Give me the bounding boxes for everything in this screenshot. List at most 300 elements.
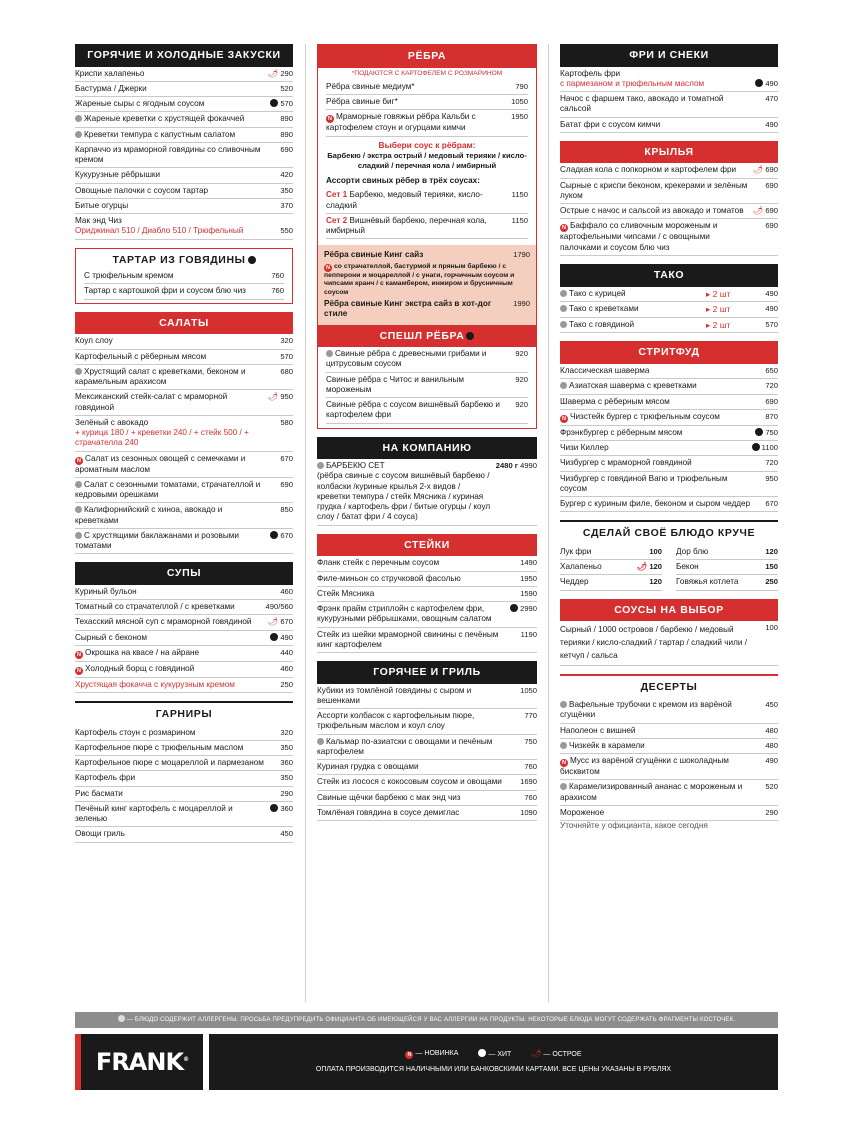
item-price: 920 <box>515 400 528 410</box>
item-price: 920 <box>515 349 528 359</box>
item-price: 750 <box>765 427 778 437</box>
set-item <box>326 214 528 240</box>
item-price: 690 <box>765 180 778 190</box>
menu-item <box>560 67 778 93</box>
allergen-icon <box>317 462 324 469</box>
menu-item <box>75 168 293 183</box>
item-price: 490 <box>765 288 778 298</box>
item-name: Чизбургер с говядиной Вагю и трюфельным соусом <box>560 473 728 493</box>
menu-item <box>560 287 778 303</box>
allergen-icon <box>118 1015 125 1022</box>
menu-item <box>75 631 293 646</box>
menu-item <box>560 739 778 754</box>
column-divider <box>548 44 549 1002</box>
item-price: 1190 <box>520 629 537 639</box>
item-name: Сырный / 1000 островов / барбекю / медовый терияки / кисло-сладкий / тартар / сладкий чили / кетчуп / сальса <box>560 625 748 661</box>
menu-item <box>326 80 528 95</box>
menu-item <box>317 684 537 710</box>
item-name: Свиные рёбра с древесными грибами и цитрусовым соусом <box>326 349 487 369</box>
item-options: + курица 180 / + креветки 240 / + стейк 500 / + страчателла 240 <box>75 428 249 448</box>
allergen-icon <box>75 368 82 375</box>
new-icon: N <box>560 415 568 423</box>
menu-column-2 <box>317 44 537 829</box>
item-price: 4990 <box>520 461 537 471</box>
menu-item <box>75 756 293 771</box>
item-price: 650 <box>765 366 778 375</box>
menu-item <box>84 284 284 299</box>
menu-item <box>560 806 778 821</box>
item-price: 370 <box>280 200 293 210</box>
menu-item <box>75 726 293 741</box>
item-name: Овощи гриль <box>75 829 125 839</box>
new-icon: N <box>324 264 332 272</box>
chili-icon: 🌶 <box>268 68 279 78</box>
section-title: СПЕШЛ РЁБРА <box>318 325 536 348</box>
item-name: Баффало со сливочным мороженым и картофельными чипсами / с овощными палочками и соусом блю чиз <box>560 221 718 252</box>
item-price: 480 <box>765 725 778 735</box>
item-name: Рёбра свиные Кинг экстра сайз в хот-дог стиле <box>324 299 492 319</box>
new-icon: N <box>560 759 568 767</box>
item-name: Картофельный с рёберным мясом <box>75 351 207 361</box>
section-title: ТАРТАР ИЗ ГОВЯДИНЫ <box>84 252 284 270</box>
menu-column-1 <box>75 44 293 851</box>
item-name: Халапеньо <box>560 562 602 572</box>
item-price: 570 <box>765 319 778 329</box>
item-price: 1590 <box>520 588 537 598</box>
allergen-icon <box>75 506 82 513</box>
menu-item <box>75 787 293 802</box>
item-price: 460 <box>280 663 293 673</box>
menu-item <box>676 560 778 575</box>
item-name: Наполеон с вишней <box>560 725 636 735</box>
item-name: Бургер с куриным филе, беконом и сыром чеддер <box>560 499 751 508</box>
item-price: 490 <box>765 304 778 314</box>
chili-icon: 🌶 <box>268 617 279 627</box>
menu-item <box>324 297 530 322</box>
allergen-icon <box>75 532 82 539</box>
set-label: Сет 2 <box>326 215 348 225</box>
item-price: 790 <box>515 81 528 91</box>
item-price: 1950 <box>511 112 528 122</box>
menu-item <box>560 621 778 665</box>
item-name: Хрустящий салат с креветками, беконом и карамельным арахисом <box>75 366 246 387</box>
item-price: 1100 <box>761 443 778 452</box>
allergen-icon <box>560 305 567 312</box>
hit-icon <box>466 332 474 340</box>
item-price: 770 <box>524 711 537 721</box>
item-name: Мак энд Чиз <box>75 216 122 226</box>
item-name: Зелёный с авокадо <box>75 417 149 427</box>
menu-item <box>560 163 778 178</box>
menu-item <box>317 572 537 587</box>
item-name: Картофельное пюре с трюфельным маслом <box>75 742 244 752</box>
menu-item <box>75 416 293 452</box>
item-price: 680 <box>280 366 293 376</box>
item-price: 100 <box>765 623 778 633</box>
hit-icon <box>270 99 278 107</box>
item-price: 2990 <box>520 604 537 614</box>
item-name: Фрэнк прайм стриплойн с картофелем фри, кукурузными рёбрышками, овощным салатом <box>317 604 492 624</box>
item-price: 480 <box>765 740 778 750</box>
frank-logo: FRANK® <box>95 1048 189 1076</box>
item-name: Тартар с картошкой фри и соусом блю чиз <box>84 286 246 296</box>
item-price: 1150 <box>511 215 528 225</box>
menu-item <box>560 472 778 498</box>
item-price: 120 <box>765 546 778 556</box>
section-fries <box>560 44 778 133</box>
menu-item <box>317 628 537 654</box>
section-title: СУПЫ <box>75 562 293 585</box>
menu-item <box>75 678 293 693</box>
item-price: 360 <box>280 803 293 813</box>
item-price: 1050 <box>511 97 528 107</box>
menu-item <box>560 456 778 471</box>
item-name: Острые с начос и сальсой из авокадо и томатов <box>560 206 744 216</box>
section-title: ФРИ И СНЕКИ <box>560 44 778 67</box>
menu-item <box>560 204 778 219</box>
item-price: 450 <box>280 829 293 839</box>
legend-hit: — ХИТ <box>476 1049 511 1060</box>
set-label: Сет 1 <box>326 190 348 200</box>
sauce-title: Выбери соус к рёбрам: <box>378 139 476 150</box>
menu-item <box>75 646 293 662</box>
new-icon: N <box>560 224 568 232</box>
item-name: Дор блю <box>676 546 709 556</box>
item-price: 1490 <box>520 558 537 568</box>
section-title: ТАКО <box>560 264 778 287</box>
menu-item <box>317 735 537 761</box>
item-name: Томлёная говядина в соусе демиглас <box>317 807 460 817</box>
item-name: Кубики из томлёной говядины с сыром и вешенками <box>317 685 472 705</box>
item-price: 350 <box>280 773 293 783</box>
footer <box>75 1034 778 1090</box>
menu-item <box>560 92 778 118</box>
item-name: Мороженое <box>560 807 605 817</box>
item-name: Овощные палочки с соусом тартар <box>75 185 209 195</box>
item-price: 490/560 <box>265 602 293 612</box>
item-name: Печёный кинг картофель с моцареллой и зеленью <box>75 803 233 824</box>
legend-hot: 🌶 — ОСТРОЕ <box>531 1049 582 1059</box>
item-name: Техасский мясной суп с мраморной говядиной <box>75 617 252 627</box>
menu-item <box>326 373 528 399</box>
item-name: Азиатская шаверма с креветками <box>569 381 697 391</box>
new-icon: N <box>75 667 83 675</box>
menu-item <box>75 662 293 678</box>
dessert-note: Уточняйте у официанта, какое сегодня <box>560 821 708 831</box>
new-icon: N <box>75 457 83 465</box>
menu-item <box>75 365 293 391</box>
item-name: Вафельные трубочки с кремом из варёной сгущёнки <box>560 700 732 720</box>
section-salads <box>75 312 293 555</box>
allergen-icon <box>560 321 567 328</box>
chili-icon: 🌶 <box>531 1049 542 1059</box>
hit-icon <box>270 531 278 539</box>
item-name: Картофельное пюре с моцареллой и пармезаном <box>75 758 264 768</box>
section-grill <box>317 661 537 821</box>
item-price: 690 <box>765 206 778 216</box>
item-name: Мраморные говяжьи рёбра Кальби с картофелем стоун и огурцами кимчи <box>326 112 476 133</box>
allergen-icon <box>560 701 567 708</box>
sauce-options: Барбекю / экстра острый / медовый терияки / кисло-сладкий / перечная кола / имбирный <box>327 151 527 170</box>
item-name: С хрустящими баклажанами и розовыми томатами <box>75 530 239 551</box>
menu-item <box>317 709 537 735</box>
item-price: 1990 <box>513 299 530 308</box>
menu-item <box>75 184 293 199</box>
item-name: Бастурма / Джерки <box>75 83 147 93</box>
menu-item <box>75 529 293 555</box>
menu-item <box>560 724 778 739</box>
item-price: 250 <box>765 577 778 587</box>
section-title: СТЕЙКИ <box>317 534 537 557</box>
menu-item <box>326 95 528 110</box>
section-tartar <box>75 248 293 304</box>
menu-item <box>676 575 778 590</box>
item-name: Свиные рёбра с Читос и ванильным мороженым <box>326 374 465 394</box>
item-name: Мусс из варёной сгущёнки с шоколадным бисквитом <box>560 756 729 777</box>
item-name: Чизи Киллер <box>560 443 609 452</box>
item-name: Рёбра свиные медиум* <box>326 81 415 91</box>
menu-item <box>84 269 284 284</box>
item-name: Картофель стоун с розмарином <box>75 727 196 737</box>
menu-item <box>75 143 293 169</box>
new-icon: N <box>75 651 83 659</box>
item-price: 760 <box>524 792 537 802</box>
item-price: 490 <box>765 78 778 88</box>
item-name: Свиные щёчки барбекю с мак энд чиз <box>317 792 461 802</box>
item-price: 250 <box>280 679 293 689</box>
item-name: Ассорти колбасок с картофельным пюре, трюфельным маслом и коул слоу <box>317 711 475 731</box>
section-wings <box>560 141 778 256</box>
item-name: Филе-миньон со стручковой фасолью <box>317 573 461 583</box>
hit-icon <box>755 79 763 87</box>
item-name: Свиные рёбра с соусом вишнёвый барбекю и картофелем фри <box>326 400 500 420</box>
item-price: 1090 <box>520 807 537 817</box>
item-price: 950 <box>280 392 293 402</box>
item-description: (рёбра свиные с соусом вишнёвый барбекю / колбаски /куриные крылья 2-х видов / креветки темпура / стейк Мясника / куриная грудка / картофель фри / битые огурцы / коул слоу / батат фри / 4 соуса) <box>317 471 491 522</box>
item-price: 890 <box>280 129 293 139</box>
section-title: СОУСЫ НА ВЫБОР <box>560 599 778 622</box>
item-options: Ориджинал 510 / Диабло 510 / Трюфельный <box>75 226 244 236</box>
menu-item <box>75 334 293 349</box>
item-price: 950 <box>765 473 778 483</box>
menu-item <box>560 780 778 806</box>
item-name: Куриный бульон <box>75 586 137 596</box>
chili-icon: 🌶 <box>753 206 764 216</box>
hit-icon <box>248 256 256 264</box>
item-name: Кукурузные рёбрышки <box>75 170 161 180</box>
section-title: ДЕСЕРТЫ <box>560 674 778 699</box>
ribs-note: *ПОДАЮТСЯ С КАРТОФЕЛЕМ С РОЗМАРИНОМ <box>351 69 503 77</box>
item-price: 760 <box>271 271 284 281</box>
allergen-icon <box>75 115 82 122</box>
item-name: Карамелизированный ананас с мороженым и арахисом <box>560 782 743 802</box>
menu-item <box>75 350 293 365</box>
menu-item <box>317 459 537 526</box>
item-price: 450 <box>765 700 778 710</box>
menu-item <box>560 560 662 575</box>
king-options: N со страчателлой, бастурмой и пряным барбекю / с пепперони и моцареллой / с унаги, горчичным соусом и чипсами кранч / с камамбером, инжиром и брусничным соусом <box>324 262 515 296</box>
menu-item <box>560 395 778 410</box>
menu-item <box>75 82 293 97</box>
item-name: Стейк Мясника <box>317 588 375 598</box>
item-name: Стейк из шейки мраморной свинины с печёным кинг картофелем <box>317 629 499 649</box>
menu-item <box>324 248 530 262</box>
menu-item <box>326 110 528 136</box>
assorti-title: Ассорти свиных рёбер в трёх соусах: <box>326 176 480 186</box>
item-price: 760 <box>271 286 284 296</box>
menu-item <box>676 545 778 560</box>
item-price: 290 <box>280 68 293 78</box>
menu-item <box>560 364 778 379</box>
new-icon: N <box>405 1051 413 1059</box>
item-name: Рёбра свиные Кинг сайз <box>324 250 424 260</box>
item-name: Окрошка на квасе / на айране <box>85 647 200 657</box>
item-price: 100 <box>649 546 662 556</box>
section-ribs <box>317 44 537 429</box>
item-name: Вишнёвый барбекю, перечная кола, имбирный <box>326 215 487 236</box>
allergen-icon <box>560 290 567 297</box>
item-name: Мексиканский стейк-салат с мраморной говядиной <box>75 392 228 412</box>
new-icon: N <box>326 115 334 123</box>
item-name: Криспи халапеньо <box>75 68 145 78</box>
menu-item <box>75 199 293 214</box>
item-price: 750 <box>524 736 537 746</box>
chili-icon: 🌶 <box>268 392 279 402</box>
item-price: 470 <box>765 94 778 104</box>
item-price: 690 <box>280 144 293 154</box>
item-price: 290 <box>765 807 778 817</box>
item-name: Картофель фри <box>560 68 621 78</box>
item-name: Калифорнийский с хиноа, авокадо и креветками <box>75 505 223 525</box>
item-price: 920 <box>515 374 528 384</box>
hit-icon <box>478 1049 486 1057</box>
item-name: Холодный борщ с говядиной <box>85 663 195 673</box>
allergen-icon <box>75 131 82 138</box>
allergen-icon <box>560 742 567 749</box>
menu-item <box>75 771 293 786</box>
menu-item <box>75 585 293 600</box>
item-name: С трюфельным кремом <box>84 271 174 281</box>
item-name: Батат фри с соусом кимчи <box>560 119 661 129</box>
menu-item <box>317 760 537 775</box>
item-name: Лук фри <box>560 546 592 556</box>
item-price: 460 <box>280 586 293 596</box>
item-name: Говяжья котлета <box>676 577 739 587</box>
menu-item <box>75 478 293 504</box>
menu-item <box>560 698 778 724</box>
item-name: Хрустящая фокачча с кукурузным кремом <box>75 679 235 689</box>
item-price: 520 <box>280 83 293 93</box>
hit-icon <box>270 804 278 812</box>
menu-item <box>75 97 293 112</box>
item-name: Тако с креветками <box>569 304 639 314</box>
item-price: 360 <box>280 758 293 768</box>
item-name: Креветки темпура с капустным салатом <box>84 129 236 139</box>
section-extras <box>560 520 778 590</box>
item-price: 150 <box>765 562 778 572</box>
item-price: 490 <box>765 119 778 129</box>
item-name: БАРБЕКЮ СЕТ <box>326 461 385 471</box>
hit-icon <box>270 633 278 641</box>
item-name: Рис басмати <box>75 788 123 798</box>
item-price: 570 <box>280 351 293 361</box>
section-steaks <box>317 534 537 653</box>
menu-item <box>75 802 293 828</box>
menu-item <box>560 118 778 133</box>
item-unit: ▸ 2 шт <box>706 304 731 315</box>
payment-note: ОПЛАТА ПРОИЗВОДИТСЯ НАЛИЧНЫМИ ИЛИ БАНКОВСКИМИ КАРТАМИ. ВСЕ ЦЕНЫ УКАЗАНЫ В РУБЛЯХ <box>315 1066 672 1073</box>
item-price: 570 <box>280 99 293 109</box>
menu-item <box>75 214 293 240</box>
section-soups <box>75 562 293 693</box>
item-price: 1790 <box>513 250 530 260</box>
menu-item <box>560 318 778 334</box>
item-name: Тако с курицей <box>569 288 626 298</box>
section-title: КРЫЛЬЯ <box>560 141 778 164</box>
item-name: Сладкая кола с попкорном и картофелем фри <box>560 165 737 175</box>
legend-new: N — НОВИНКА <box>407 1050 459 1059</box>
item-price: 350 <box>280 742 293 752</box>
item-price: 520 <box>765 782 778 792</box>
item-name: Коул слоу <box>75 336 113 346</box>
item-name: Жареные сыры с ягодным соусом <box>75 99 205 109</box>
menu-item <box>560 575 662 590</box>
menu-item <box>317 775 537 790</box>
menu-item <box>75 390 293 416</box>
item-price: 760 <box>524 762 537 772</box>
item-price: 1150 <box>511 190 528 200</box>
menu-item <box>326 347 528 373</box>
item-price: 720 <box>765 381 778 391</box>
item-name: Сырный с беконом <box>75 632 148 642</box>
item-name: Картофель фри <box>75 773 136 783</box>
item-price: 670 <box>765 499 778 508</box>
menu-item <box>75 615 293 630</box>
menu-item <box>560 219 778 256</box>
menu-column-3 <box>560 44 778 839</box>
item-name: Барбекю, медовый терияки, кисло-сладкий <box>326 190 483 210</box>
item-price: 550 <box>280 226 293 236</box>
chili-icon: 🌶 <box>637 562 648 572</box>
item-unit: ▸ 2 шт <box>706 319 731 330</box>
item-name: Фланк стейк с перечным соусом <box>317 558 440 568</box>
section-title: САЛАТЫ <box>75 312 293 335</box>
item-name: Шаверма с рёберным мясом <box>560 396 670 406</box>
item-price: 890 <box>280 114 293 124</box>
item-price: 1690 <box>520 777 537 787</box>
item-name: Рёбра свиные биг* <box>326 97 398 107</box>
item-name: Чизстейк бургер с трюфельным соусом <box>570 411 720 421</box>
section-title: ГОРЯЧИЕ И ХОЛОДНЫЕ ЗАКУСКИ <box>75 44 293 67</box>
item-name: Карпаччо из мраморной говядины со сливочным кремом <box>75 144 261 165</box>
item-price: 320 <box>280 336 293 346</box>
section-sauces <box>560 599 778 666</box>
item-name: Томатный со страчателлой / с креветками <box>75 602 235 612</box>
section-title: ГОРЯЧЕЕ И ГРИЛЬ <box>317 661 537 684</box>
allergen-note: — БЛЮДО СОДЕРЖИТ АЛЛЕРГЕНЫ. ПРОСЬБА ПРЕДУПРЕДИТЬ ОФИЦИАНТА ОБ ИМЕЮЩЕЙСЯ У ВАС АЛЛЕРГИИ НА ПРОДУКТЫ. НЕКОТОРЫЕ БЛЮДА МОГУТ СОДЕРЖАТЬ ФРАГМЕНТЫ КОСТОЧЕК. <box>75 1012 778 1028</box>
item-name: Салат из сезонных овощей с семечками и ароматным маслом <box>75 453 246 474</box>
item-name: Бекон <box>676 562 699 572</box>
item-price: 690 <box>765 221 778 231</box>
king-size-block <box>318 245 536 324</box>
item-price: 1950 <box>520 573 537 583</box>
section-streetfood <box>560 341 778 512</box>
menu-item <box>326 398 528 424</box>
item-price: 290 <box>280 788 293 798</box>
item-name: Куриная грудка с овощами <box>317 762 419 772</box>
item-price: 490 <box>280 632 293 642</box>
menu-item <box>75 503 293 529</box>
